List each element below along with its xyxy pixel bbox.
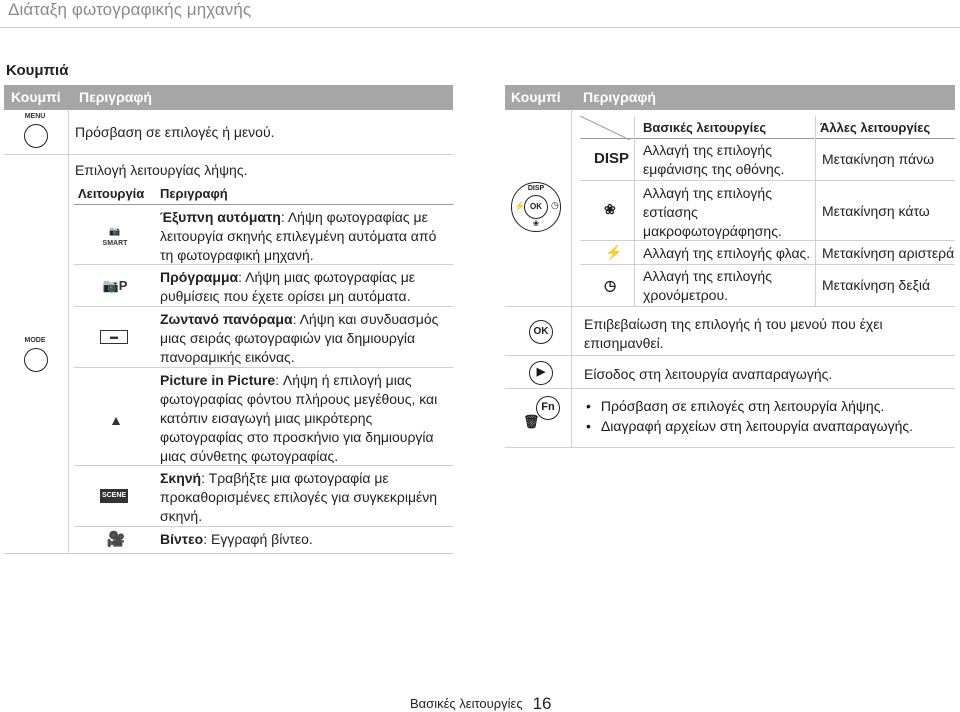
mode-smart-description: Έξυπνη αυτόματη: Λήψη φωτογραφίας με λειτουργία σκηνής επιλεγμένη αυτόματα από τη φωτογραφική μηχανή. (160, 209, 437, 263)
live-panorama-icon: ▬ (100, 330, 128, 344)
mode-program-description: Πρόγραμμα: Λήψη μιας φωτογραφίας με ρυθμίσεις που έχετε ορίσει μη αυτόματα. (160, 269, 416, 304)
row-divider (74, 465, 453, 466)
row-divider (74, 526, 453, 527)
menu-button-icon (24, 124, 48, 148)
page-footer (410, 693, 552, 712)
menu-button-label: MENU (24, 113, 46, 120)
section-title: Κουμπιά (6, 62, 69, 79)
timer-icon: ◷ (604, 277, 617, 293)
navigation-dpad-icon: OK DISP ⚡ ◷ ❀ (511, 182, 561, 232)
row-divider (505, 306, 955, 307)
row-divider (580, 180, 955, 181)
dpad-disp-other: Μετακίνηση πάνω (822, 151, 935, 167)
modes-header-divider (74, 204, 453, 205)
dpad-flash-basic: Αλλαγή της επιλογής φλας. (643, 245, 811, 261)
right-col-button-header: Κουμπί (511, 89, 561, 105)
left-table-header (4, 85, 453, 110)
fn-bullet-shooting: • Πρόσβαση σε επιλογές στη λειτουργία λήψης. (586, 396, 913, 416)
right-col-divider (571, 110, 572, 448)
mode-pip-description: Picture in Picture: Λήψη ή επιλογή μιας φωτογραφίας φόντου πλήρους μεγέθους, και κατόπιν εισαγωγή μιας μικρότερης φωτογραφίας στο προσκήνιο για δημιουργία μιας σύνθετης φωτογραφίας. (160, 372, 438, 464)
left-col-description-header: Περιγραφή (79, 89, 152, 105)
scene-mode-icon: SCENE (100, 489, 128, 503)
row-divider (4, 154, 453, 155)
dpad-header-divider (580, 138, 955, 139)
fn-description-list (586, 396, 913, 436)
dpad-col-basic-header: Βασικές λειτουργίες (643, 120, 767, 135)
header-divider (0, 27, 960, 28)
menu-description: Πρόσβαση σε επιλογές ή μενού. (75, 124, 275, 140)
footer-section-label: Βασικές λειτουργίες (410, 696, 523, 711)
mode-button-icon (24, 348, 48, 372)
mode-video-description: Βίντεο: Εγγραφή βίντεο. (160, 531, 313, 547)
mode-panorama-description: Ζωντανό πανόραμα: Λήψη και συνδυασμός μιας σειράς φωτογραφιών για δημιουργία πανοραμικής εικόνας. (160, 311, 439, 365)
dpad-timer-basic: Αλλαγή της επιλογής χρονόμετρου. (643, 268, 772, 303)
fn-bullet-playback: • Διαγραφή αρχείων στη λειτουργία αναπαραγωγής. (586, 416, 913, 436)
disp-icon: DISP (594, 150, 630, 167)
modes-col-mode-header: Λειτουργία (78, 186, 145, 201)
smart-auto-icon: 📷 SMART (102, 226, 128, 247)
mode-scene-description: Σκηνή: Τραβήξτε μια φωτογραφία με προκαθορισμένες επιλογές για συγκεκριμένη σκηνή. (160, 470, 438, 524)
left-col-button-header: Κουμπί (11, 89, 61, 105)
mode-description: Επιλογή λειτουργίας λήψης. (75, 162, 248, 178)
fn-button-icon: Fn (536, 396, 560, 420)
dpad-icon-col-divider (634, 116, 635, 306)
ok-button-icon: OK (529, 320, 553, 344)
modes-col-description-header: Περιγραφή (160, 186, 228, 201)
right-col-description-header: Περιγραφή (583, 89, 656, 105)
left-col-divider (68, 110, 69, 553)
page-header-title: Διάταξη φωτογραφικής μηχανής (8, 0, 252, 19)
dpad-basic-col-divider (815, 116, 816, 306)
row-divider (505, 355, 955, 356)
ok-description: Επιβεβαίωση της επιλογής ή του μενού που έχει επισημανθεί. (584, 316, 883, 351)
playback-button-icon: ▶ (529, 361, 553, 385)
left-table-bottom-rule (4, 553, 453, 554)
dpad-macro-basic: Αλλαγή της επιλογής εστίασης μακροφωτογράφησης. (643, 185, 782, 239)
macro-icon: ❀ (604, 201, 616, 217)
video-mode-icon: 🎥 (106, 531, 126, 548)
dpad-col-other-header: Άλλες λειτουργίες (820, 120, 931, 135)
picture-in-picture-icon: ▲ (109, 412, 123, 428)
right-table-bottom-rule (505, 447, 955, 448)
play-description: Είσοδος στη λειτουργία αναπαραγωγής. (584, 366, 833, 382)
page-number: 16 (532, 694, 552, 712)
row-divider (74, 306, 453, 307)
row-divider (505, 388, 955, 389)
row-divider (580, 240, 955, 241)
program-mode-icon: 📷P (102, 278, 128, 293)
delete-icon: 🗑 (523, 414, 540, 429)
dpad-timer-other: Μετακίνηση δεξιά (822, 277, 931, 293)
dpad-flash-other: Μετακίνηση αριστερά (822, 245, 955, 261)
dpad-macro-other: Μετακίνηση κάτω (822, 203, 930, 219)
row-divider (74, 367, 453, 368)
row-divider (74, 264, 453, 265)
row-divider (580, 264, 955, 265)
mode-button-label: MODE (24, 337, 46, 344)
right-table-header (505, 85, 955, 110)
dpad-disp-basic: Αλλαγή της επιλογής εμφάνισης της οθόνης. (643, 142, 785, 177)
table-corner-diagonal (580, 116, 630, 140)
flash-icon: ⚡ (605, 244, 623, 260)
